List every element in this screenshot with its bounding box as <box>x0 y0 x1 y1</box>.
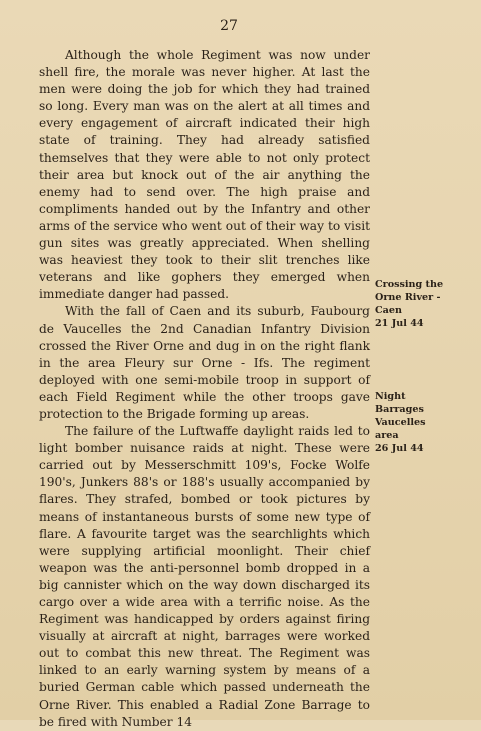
margin-note-date: 21 Jul 44 <box>375 318 424 329</box>
margin-note-line: area <box>375 430 399 441</box>
margin-note-line: Night <box>375 391 406 402</box>
margin-note-line: Caen <box>375 305 402 316</box>
margin-note-date: 26 Jul 44 <box>375 443 424 454</box>
paragraph-fall-of-caen: With the fall of Caen and its suburb, Faubourg de Vaucelles the 2nd Canadian Infantry Division crossed the River Orne and dug in on the right flank in the area Fleury sur Orne - Ifs. The regiment deployed with one semi-mobile troop in support of each Field Regiment while the other troops gave protection to the Brigade forming up areas. <box>39 304 370 421</box>
margin-note-line: Vaucelles <box>375 417 426 428</box>
body-text <box>39 47 370 731</box>
margin-note-crossing-orne <box>375 278 451 330</box>
margin-note-line: Crossing the <box>375 279 444 290</box>
paragraph-morale: Although the whole Regiment was now under shell fire, the morale was never higher. At last the men were doing the job for which they had trained so long. Every man was on the alert at all times and every engagement of aircraft indicated their high state of training. They had already satisfied themselves that they were able to not only protect their area but knock out of the air anything the enemy had to send over. The high praise and compliments handed out by the Infantry and other arms of the service who went out of their way to visit gun sites was greatly appreciated. When shelling was heaviest they took to their slit trenches like veterans and like gophers they emerged when immediate danger had passed. <box>39 48 370 302</box>
margin-note-line: Barrages <box>375 404 424 415</box>
margin-note-night-barrages <box>375 390 451 455</box>
page-number: 27 <box>220 18 238 34</box>
paragraph-night-raids: The failure of the Luftwaffe daylight raids led to light bomber nuisance raids at night. These were carried out by Messerschmitt 109's, Focke Wolfe 190's, Junkers 88's or 188's usually accompanied by flares. They strafed, bombed or took pictures by means of instantaneous bursts of some new type of flare. A favourite target was the searchlights which were supplying artificial moonlight. Their chief weapon was the anti-personnel bomb dropped in a big cannister which on the way down discharged its cargo over a wide area with a terrific noise. As the Regiment was handicapped by orders against firing visually at aircraft at night, barrages were worked out to combat this new threat. The Regiment was linked to an early warning system by means of a buried German cable which passed underneath the Orne River. This enabled a Radial Zone Barrage to be fired with Number 14 <box>39 424 370 729</box>
margin-note-line: Orne River - <box>375 292 441 303</box>
